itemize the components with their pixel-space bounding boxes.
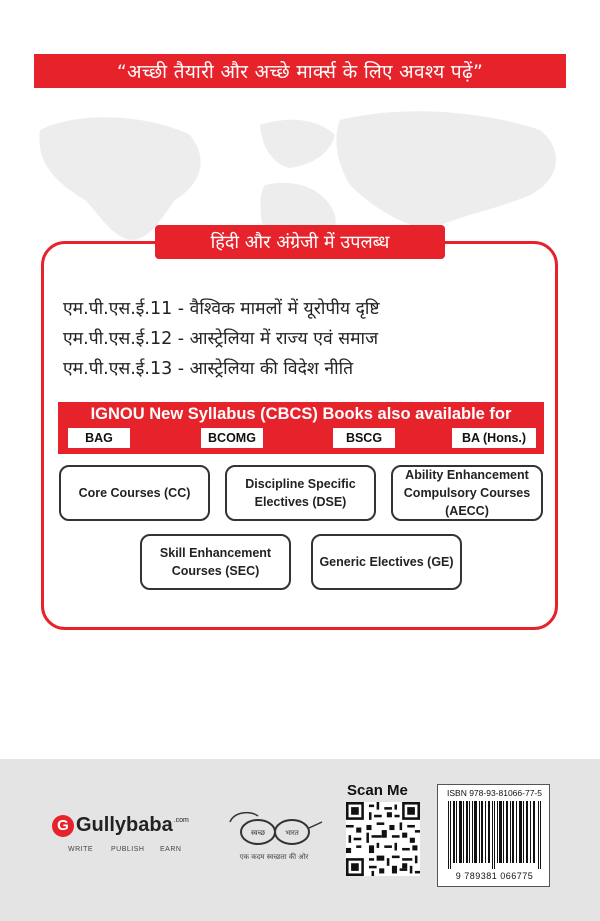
ignou-heading: IGNOU New Syllabus (CBCS) Books also available for	[90, 405, 512, 423]
category-ability-enhancement: Ability Enhancement Compulsory Courses (AECC)	[391, 465, 543, 521]
card-title-text: हिंदी और अंग्रेजी में उपलब्ध	[210, 232, 390, 253]
qr-code-icon[interactable]	[346, 802, 420, 876]
category-skill-enhancement: Skill Enhancement Courses (SEC)	[140, 534, 291, 590]
programme-tag-bcomg: BCOMG	[201, 428, 263, 448]
course-line-3: एम.पी.एस.ई.13 - आस्ट्रेलिया की विदेश नीति	[63, 359, 354, 379]
gullybaba-logo	[52, 814, 189, 837]
isbn-barcode-box	[437, 784, 550, 887]
logo-g-icon: G	[52, 815, 74, 837]
category-discipline-electives: Discipline Specific Electives (DSE)	[225, 465, 376, 521]
scan-me-label: Scan Me	[347, 782, 408, 799]
card-title	[155, 225, 445, 259]
course-line-1: एम.पी.एस.ई.11 - वैश्विक मामलों में यूरोपीय दृष्टि	[63, 299, 380, 319]
category-core-courses: Core Courses (CC)	[59, 465, 210, 521]
isbn-label: ISBN 978-93-81066-77-5	[447, 788, 542, 798]
programme-tag-bscg: BSCG	[333, 428, 395, 448]
course-line-2: एम.पी.एस.ई.12 - आस्ट्रेलिया में राज्य एवं समाज	[63, 329, 379, 349]
swachh-right-text: भारत	[285, 829, 299, 837]
barcode-icon	[446, 801, 543, 869]
tagline-write: WRITE	[68, 846, 94, 853]
barcode-number: 9 789381 066775	[455, 871, 534, 881]
tagline-earn: EARN	[160, 846, 182, 853]
logo-suffix: .com	[173, 817, 189, 824]
tagline-publish: PUBLISH	[111, 846, 145, 853]
category-generic-electives: Generic Electives (GE)	[311, 534, 462, 590]
swachh-caption: एक कदम स्वच्छता की ओर	[239, 853, 309, 861]
programme-tag-ba-hons: BA (Hons.)	[452, 428, 536, 448]
swachh-left-text: स्वच्छ	[250, 829, 266, 837]
banner-text: “अच्छी तैयारी और अच्छे मार्क्स के लिए अवश्य पढ़ें”	[116, 61, 484, 83]
programme-tag-bag: BAG	[68, 428, 130, 448]
top-banner	[34, 54, 566, 88]
swachh-bharat-glasses-icon	[222, 808, 326, 850]
logo-text: Gullybaba	[76, 814, 173, 836]
